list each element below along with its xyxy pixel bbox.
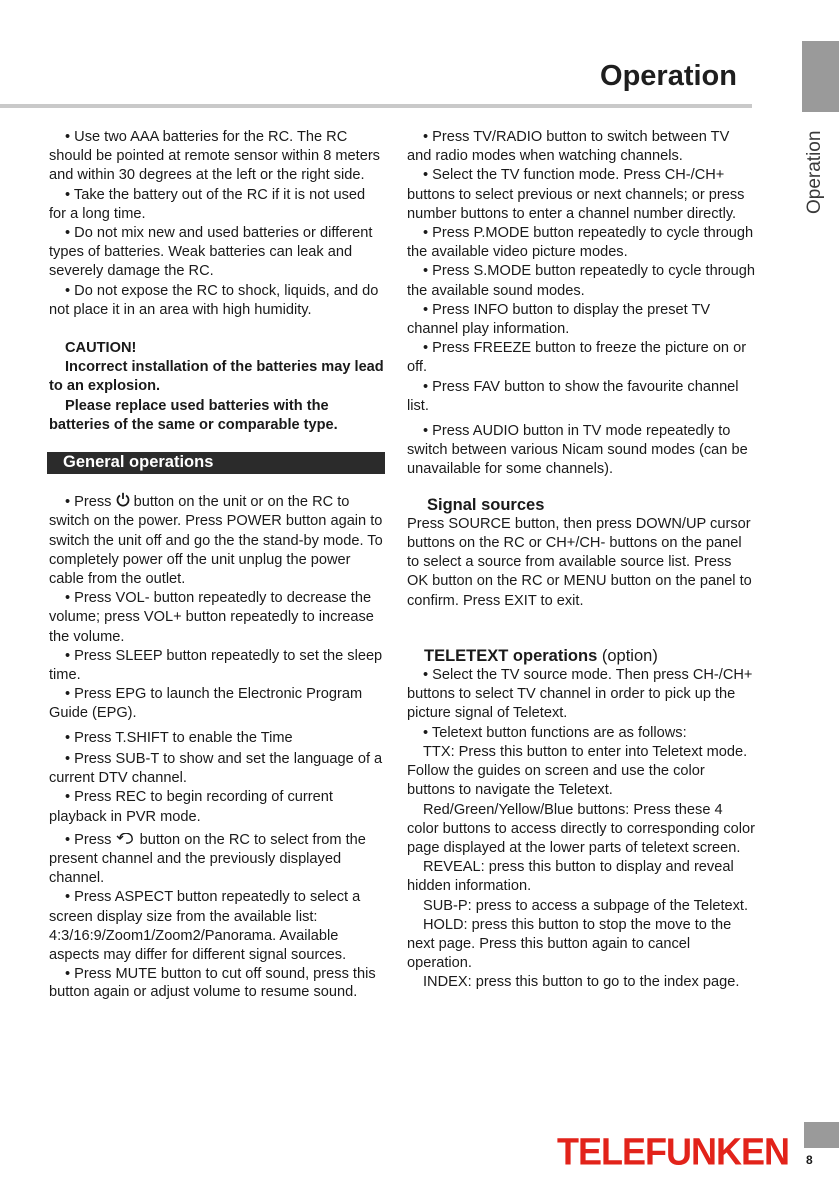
- tvfunc-note: • Select the TV function mode. Press CH-/CH+ buttons to select previous or next channels; or press number buttons to enter a channel number directly.: [407, 167, 745, 222]
- volume-note: • Press VOL- button repeatedly to decrease the volume; press VOL+ button repeatedly to increase the volume.: [49, 590, 374, 645]
- aspect-note: • Press ASPECT button repeatedly to select a screen display size from the available list: 4:3/16:9/Zoom1/Zoom2/Panorama. Available aspects may differ for different signal sources.: [49, 889, 361, 963]
- freeze-note: • Press FREEZE button to freeze the picture on or off.: [407, 340, 747, 376]
- reveal-note: REVEAL: press this button to display and reveal hidden information.: [407, 859, 734, 895]
- battery-note-1: • Use two AAA batteries for the RC. The RC should be pointed at remote sensor within 8 meters and within 30 degrees at the left or the right side.: [49, 129, 380, 184]
- header-rule: [0, 104, 752, 108]
- hold-note: HOLD: press this button to stop the move to the next page. Press this button again to cancel operation.: [407, 916, 732, 972]
- info-note: • Press INFO button to display the preset TV channel play information.: [407, 301, 711, 338]
- teletext-select-note: • Select the TV source mode. Then press CH-/CH+ buttons to select TV channel in order to pick up the picture signal of Teletext.: [407, 667, 753, 722]
- general-operations-heading: General operations: [47, 452, 385, 474]
- page-tab: [804, 1122, 839, 1148]
- ttx-note: TTX: Press this button to enter into Teletext mode. Follow the guides on screen and use the color buttons to navigate the Teletext.: [407, 743, 748, 799]
- left-column: [49, 128, 385, 1001]
- side-tab: [802, 41, 839, 112]
- battery-note-3: • Do not mix new and used batteries or different types of batteries. Weak batteries can leak and severely damage the RC.: [49, 225, 373, 280]
- rec-note: • Press REC to begin recording of current playback in PVR mode.: [49, 789, 333, 825]
- brand-logo: TELEFUNKEN: [557, 1129, 789, 1173]
- right-column: [407, 128, 755, 993]
- subp-note: SUB-P: press to access a subpage of the Teletext.: [423, 897, 749, 914]
- caution-title: CAUTION!: [65, 340, 137, 357]
- fav-note: • Press FAV button to show the favourite channel list.: [407, 378, 739, 414]
- tshift-note: • Press T.SHIFT to enable the Time: [65, 729, 293, 746]
- battery-note-2: • Take the battery out of the RC if it is not used for a long time.: [49, 186, 366, 222]
- sleep-note: • Press SLEEP button repeatedly to set the sleep time.: [49, 647, 383, 684]
- pmode-note: • Press P.MODE button repeatedly to cycle through the available video picture modes.: [407, 225, 754, 261]
- page-title: Operation: [600, 60, 737, 92]
- page-number: 8: [806, 1153, 813, 1167]
- teletext-heading: TELETEXT operations (option): [424, 646, 658, 665]
- epg-note: • Press EPG to launch the Electronic Program Guide (EPG).: [49, 686, 363, 722]
- recall-icon: [116, 833, 136, 845]
- tvradio-note: • Press TV/RADIO button to switch between TV and radio modes when watching channels.: [407, 129, 730, 165]
- signal-sources-body: Press SOURCE button, then press DOWN/UP cursor buttons on the RC or CH+/CH- buttons on the panel to select a source from available source list. Press OK button on the RC or MENU button on the panel to confirm. Press EXIT to exit.: [407, 515, 752, 609]
- smode-note: • Press S.MODE button repeatedly to cycle through the available sound modes.: [407, 263, 756, 299]
- battery-note-4: • Do not expose the RC to shock, liquids, and do not place it in an area with high humidity.: [49, 282, 379, 318]
- index-note: INDEX: press this button to go to the index page.: [423, 974, 740, 991]
- power-icon: [116, 492, 130, 507]
- teletext-functions-note: • Teletext button functions are as follows:: [423, 724, 687, 741]
- side-label: Operation: [804, 130, 825, 214]
- caution-line-2: Please replace used batteries with the batteries of the same or comparable type.: [49, 397, 338, 433]
- subt-note: • Press SUB-T to show and set the language of a current DTV channel.: [49, 750, 383, 787]
- color-buttons-note: Red/Green/Yellow/Blue buttons: Press these 4 color buttons to access directly to corresponding color page displayed at the lower parts of teletext screen.: [407, 801, 755, 856]
- signal-sources-heading: Signal sources: [427, 495, 545, 514]
- audio-note: • Press AUDIO button in TV mode repeatedly to switch between various Nicam sound modes (can be unavailable for some channels).: [407, 423, 748, 478]
- caution-line-1: Incorrect installation of the batteries may lead to an explosion.: [49, 359, 384, 395]
- recall-note: • Press button on the RC to select from the present channel and the previously displayed channel.: [49, 831, 366, 887]
- power-note: • Press button on the unit or on the RC to switch on the power. Press POWER button again to switch the unit off and go the the stand-by mode. To completely power off the unit unplug the power cable from the outlet.: [49, 494, 383, 588]
- mute-note: • Press MUTE button to cut off sound, press this button again or adjust volume to resume sound.: [49, 966, 376, 1001]
